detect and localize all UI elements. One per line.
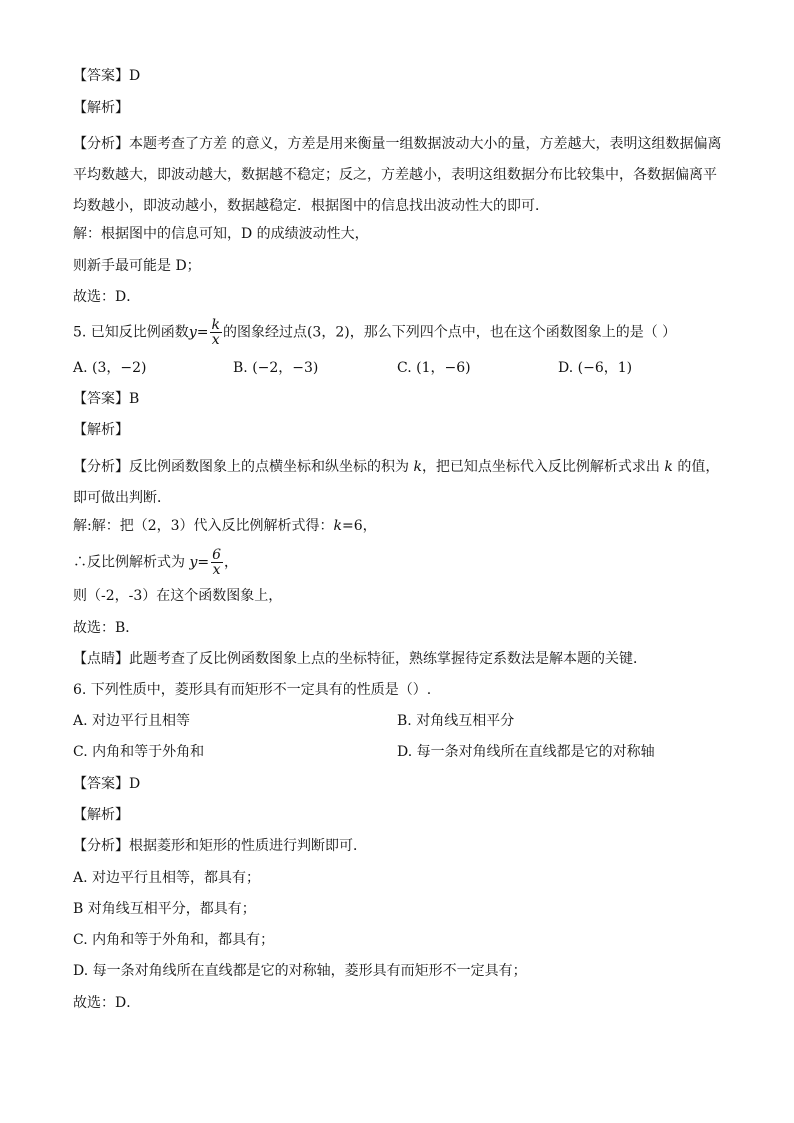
q5-option-c: C. (1，−6) [397,360,471,376]
q5-frac-num: k [211,317,220,333]
choice-line-q4: 故选：D． [73,289,141,305]
solution-line-2-q4: 则新手最可能是 D； [73,258,201,274]
q6-option-c: C. 内角和等于外角和 [73,744,205,760]
answer-line-q5: 【答案】B [73,391,140,407]
q5-sol2-part-1: ∴反比例解析式为 [73,554,190,571]
q5-sol2-frac-num: 6 [212,547,222,563]
q5-fraction [209,318,221,347]
q5-var-y: y [188,324,197,341]
analysis-heading-q4: 【解析】 [73,100,129,116]
q5-sol2-equals: = [197,554,210,571]
analysis-heading-q6: 【解析】 [73,807,129,823]
q6-option-b: B. 对角线互相平分 [397,713,515,729]
q5-equals: = [196,324,209,341]
answer-line-q6: 【答案】D [73,776,141,792]
solution-line-1-q5 [73,516,724,536]
q5-sol1-k: k [333,518,343,534]
solution-line-1-q6: A. 对边平行且相等，都具有； [73,870,261,886]
q5-frac-den: x [211,332,220,348]
q5-option-a: A. (3，−2) [73,360,147,376]
solution-line-2-q5 [73,548,724,577]
q6-option-d: D. 每一条对角线所在直线都是它的对称轴 [397,744,655,760]
solution-line-3-q6: C. 内角和等于外角和，都具有； [73,932,275,948]
q5-analysis-part-2: ，把已知点坐标代入反比例解析式求出 [421,459,665,475]
question-5-stem [73,318,724,347]
q5-stem-part-2: 的图象经过点(3，2)，那么下列四个点中，也在这个函数图象上的是（ ） [222,324,677,341]
solution-line-1-q4: 解：根据图中的信息可知，D 的成绩波动性大， [73,226,369,242]
q5-sol1-part-2: =6， [342,518,377,534]
choice-line-q6: 故选：D． [73,995,141,1011]
q5-sol2-part-2: ， [224,554,239,571]
q5-analysis-k-1: k [413,459,422,475]
q6-option-a: A. 对边平行且相等 [73,713,191,729]
q5-stem-part-1: 5. 已知反比例函数 [73,324,189,341]
q5-sol1-part-1: 解:解：把（2，3）代入反比例解析式得： [73,518,334,534]
analysis-text-q6: 【分析】根据菱形和矩形的性质进行判断即可． [73,838,367,854]
comment-line-q5: 【点睛】此题考查了反比例函数图象上点的坐标特征，熟练掌握待定系数法是解本题的关键． [73,651,647,667]
question-6-stem: 6. 下列性质中，菱形具有而矩形不一定具有的性质是（）. [73,682,432,698]
q5-sol2-frac-den: x [212,562,221,578]
solution-line-2-q6: B 对角线互相平分，都具有； [73,901,256,917]
q5-sol2-fraction [210,548,223,577]
answer-line-q4: 【答案】D [73,68,141,84]
q5-option-d: D. (−6，1) [558,360,633,376]
q5-analysis-k-2: k [664,459,673,475]
solution-line-3-q5: 则（-2，-3）在这个函数图象上， [73,588,283,604]
analysis-heading-q5: 【解析】 [73,422,129,438]
q5-analysis-part-1: 【分析】反比例函数图象上的点横坐标和纵坐标的积为 [73,459,414,475]
choice-line-q5: 故选：B． [73,620,140,636]
q5-sol2-y: y [189,554,198,571]
q5-option-b: B. (−2，−3) [233,360,319,376]
analysis-text-q4: 【分析】本题考查了方差 的意义，方差是用来衡量一组数据波动大小的量，方差越大，表明这组数据偏离平均数越大，即波动越大，数据越不稳定；反之，方差越小，表明这组数据分布比较集中，各数据偏离平均数越小，即波动越小，数据越稳定．根据图中的信息找出波动性大的即可． [73,136,722,214]
solution-line-4-q6: D. 每一条对角线所在直线都是它的对称轴，菱形具有而矩形不一定具有； [73,963,527,979]
q5-analysis-part-3: 的值，即可做出判断． [73,459,720,506]
analysis-text-q5 [73,452,724,514]
